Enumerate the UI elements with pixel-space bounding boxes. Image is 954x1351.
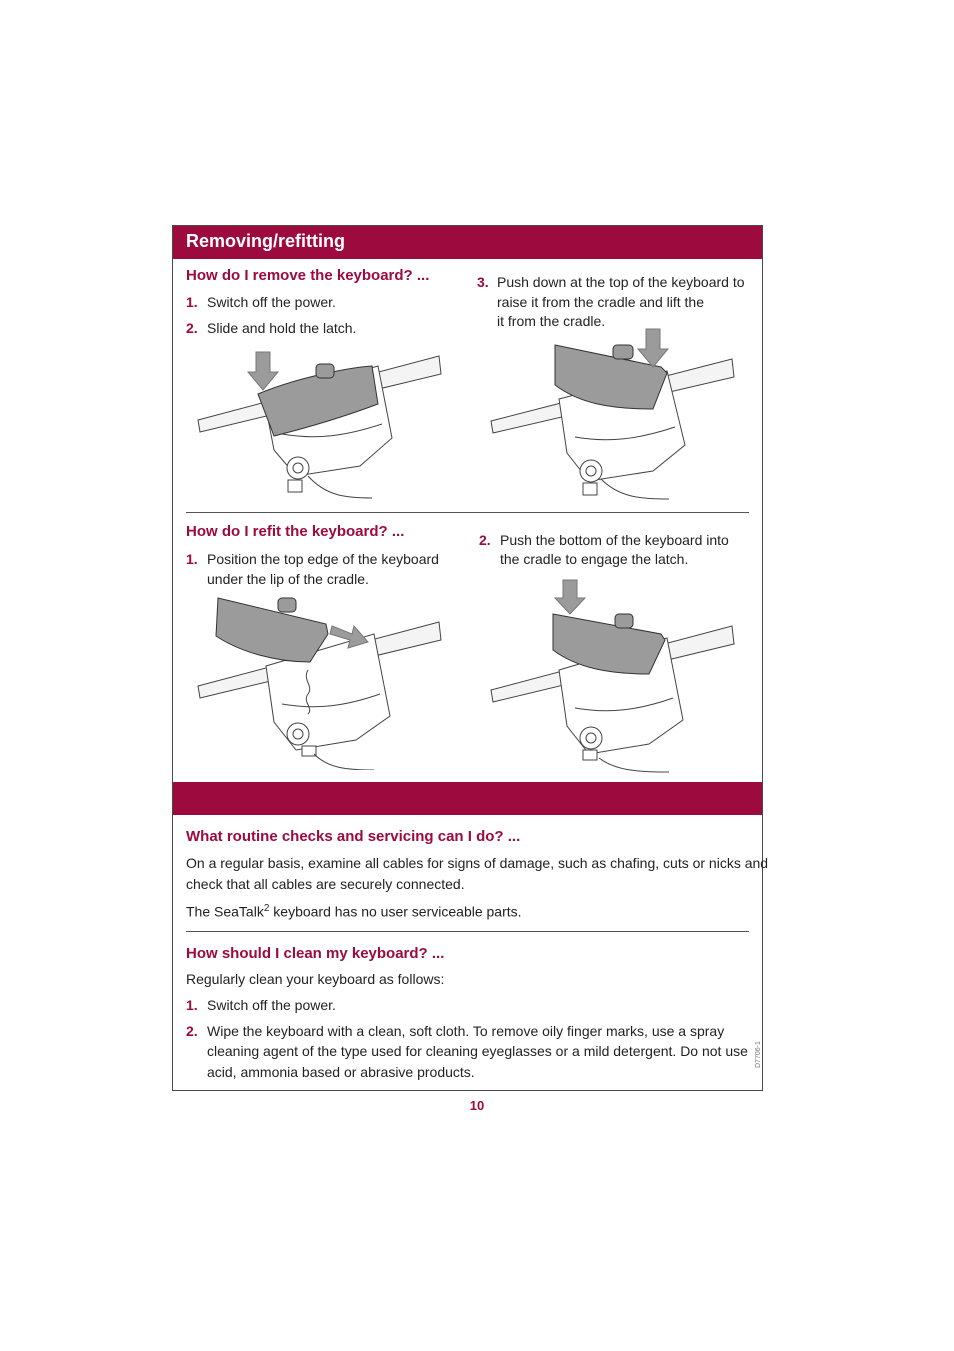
section-band-blank [173,782,762,815]
checks-para2-b: keyboard has no user serviceable parts. [269,903,522,920]
checks-para1-line2: check that all cables are securely connected. [186,876,465,892]
figure-code: D7706-1 [755,1041,762,1068]
refit-step-2-num: 2. [479,532,491,548]
remove-step-3-num: 3. [477,274,489,290]
clean-step-2-line3: acid, ammonia based or abrasive products. [207,1064,475,1080]
refit-step-1-line1: Position the top edge of the keyboard [207,551,439,567]
remove-step-3-line3: it from the cradle. [497,313,606,329]
checks-para1-line1: On a regular basis, examine all cables for signs of damage, such as chafing, cuts or nicks and [186,855,769,871]
divider-2 [186,931,749,932]
refit-step-2-line1: Push the bottom of the keyboard into [500,532,729,548]
section-band-removing [173,226,762,259]
page-number: 10 [469,1098,485,1113]
illustration-slide-latch [196,348,446,500]
remove-heading: How do I remove the keyboard? ... [186,267,430,284]
clean-step-2-line1: Wipe the keyboard with a clean, soft cloth. To remove oily finger marks, use a spray [207,1023,725,1039]
refit-step-2-line2: the cradle to engage the latch. [500,551,689,567]
clean-heading: How should I clean my keyboard? ... [186,945,445,962]
illustration-position-top-edge [196,594,446,770]
remove-step-3-line1: Push down at the top of the keyboard to [497,274,745,290]
remove-step-1-num: 1. [186,294,198,310]
illustration-push-top [489,325,739,500]
remove-step-2-text: Slide and hold the latch. [207,320,357,336]
clean-intro: Regularly clean your keyboard as follows: [186,971,445,987]
remove-step-3-line2: raise it from the cradle and lift the [497,294,704,310]
refit-heading: How do I refit the keyboard? ... [186,523,405,540]
remove-step-1-text: Switch off the power. [207,294,336,310]
section-title: Removing/refitting [186,231,346,251]
checks-heading: What routine checks and servicing can I do? ... [186,828,521,845]
clean-step-2-num: 2. [186,1023,198,1039]
clean-step-2-line2: cleaning agent of the type used for cleaning eyeglasses or a mild detergent. Do not use [207,1043,748,1059]
clean-step-1-num: 1. [186,997,198,1013]
divider-1 [186,512,749,513]
clean-step-1-text: Switch off the power. [207,997,336,1013]
checks-para2 [186,899,522,922]
checks-para2-a: The SeaTalk [186,903,264,920]
refit-step-1-line2: under the lip of the cradle. [207,571,369,587]
checks-para2-sup: 2 [263,903,270,914]
remove-step-2-num: 2. [186,320,198,336]
refit-step-1-num: 1. [186,551,198,567]
illustration-push-bottom [489,578,739,774]
